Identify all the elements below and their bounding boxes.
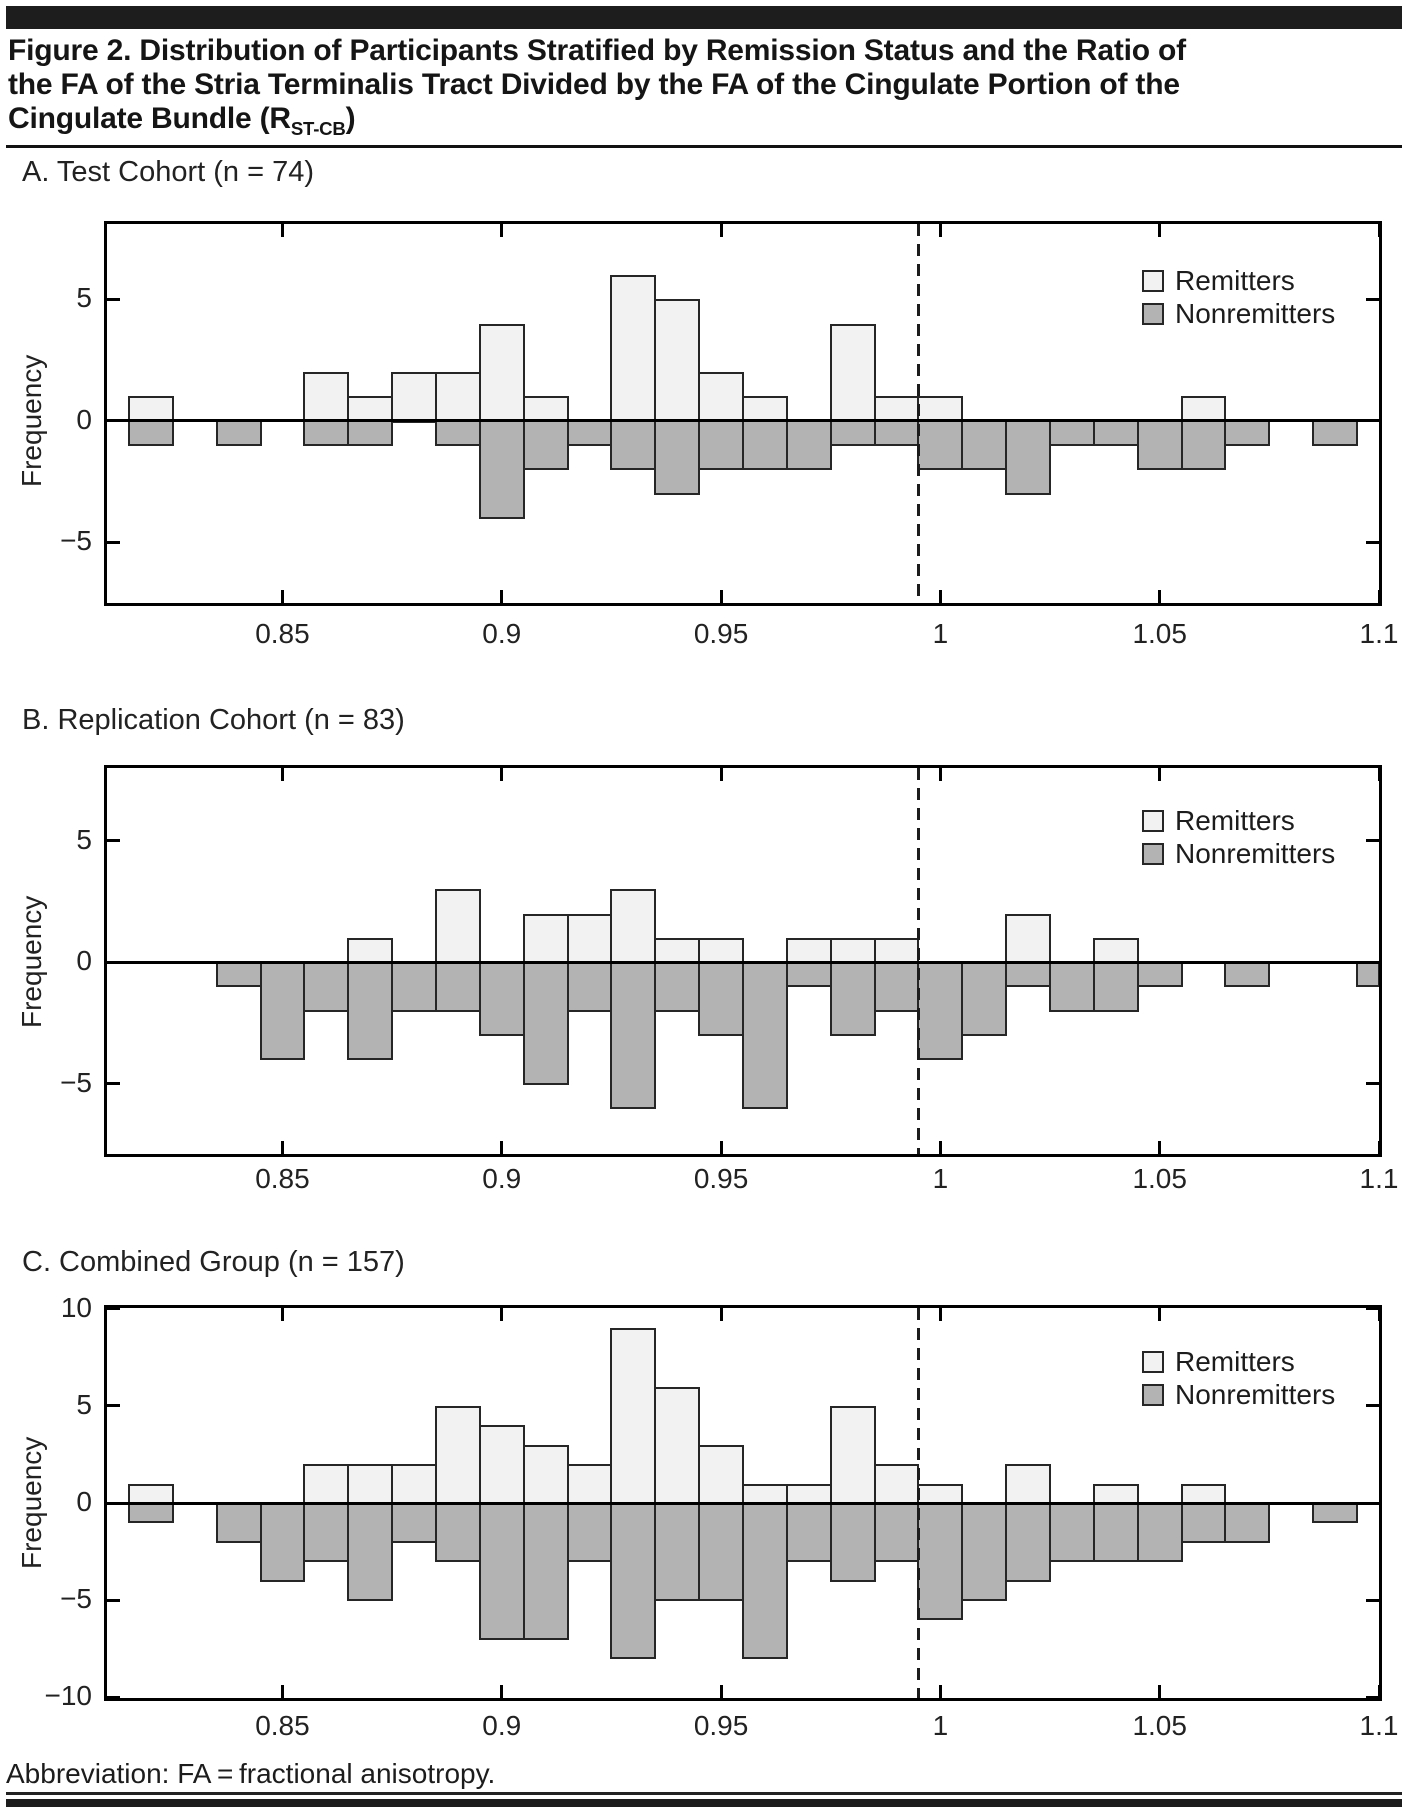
panel-c-y-tick-left — [107, 1696, 120, 1699]
panel-a-y-tick-right — [1366, 298, 1379, 301]
panel-c-y-tick-right — [1366, 1502, 1379, 1505]
panel-c-x-tick-label: 0.9 — [482, 1710, 522, 1741]
panel-a-x-tick-label: 1 — [932, 618, 949, 649]
panel-b-x-tick-top — [1378, 768, 1381, 781]
panel-a-y-tick-label: 0 — [76, 403, 92, 435]
panel-c-x-tick-bottom — [1158, 1685, 1161, 1698]
panel-a-y-tick-left — [107, 298, 120, 301]
panel-a-x-tick-label: 0.95 — [693, 618, 749, 649]
panel-a-plot-frame — [104, 221, 1382, 606]
legend-label-remitters: Remitters — [1175, 1345, 1295, 1377]
panel-b-x-tick-label: 1 — [932, 1163, 949, 1194]
panel-c-x-tick-top — [281, 1308, 284, 1321]
legend-label-nonremitters: Nonremitters — [1175, 837, 1336, 869]
panel-a-y-axis-label: Frequency — [16, 354, 47, 487]
panel-a-y-tick-left — [107, 419, 120, 422]
figure-title-subscript: ST-CB — [290, 118, 346, 139]
figure-title-line3-post: ) — [345, 102, 356, 135]
panel-a-title: A. Test Cohort (n = 74) — [22, 156, 315, 188]
footer-rule — [6, 1792, 1402, 1795]
panel-c-dashed-threshold-line — [917, 1308, 920, 1698]
panel-b-x-tick-label: 0.85 — [255, 1163, 310, 1194]
panel-b-y-tick-left — [107, 961, 120, 964]
panel-a-x-tick-bottom — [1378, 590, 1381, 603]
panel-a-y-tick-right — [1366, 541, 1379, 544]
panel-b-title: B. Replication Cohort (n = 83) — [22, 704, 405, 736]
panel-b-y-tick-label: 0 — [76, 945, 92, 977]
panel-b-x-tick-top — [500, 768, 503, 781]
panel-c-x-tick-bottom — [281, 1685, 284, 1698]
panel-b-zero-axis-line — [107, 961, 1379, 964]
panel-a-y-tick-left — [107, 541, 120, 544]
panel-c-x-tick-label: 0.95 — [693, 1710, 749, 1741]
panel-a-x-tick-bottom — [720, 590, 723, 603]
panel-c-x-tick-bottom — [720, 1685, 723, 1698]
panel-a-x-tick-label: 0.9 — [482, 618, 522, 649]
panel-c-x-tick-label: 1.05 — [1132, 1710, 1187, 1741]
abbreviation-note: Abbreviation: FA = fractional anisotropy. — [6, 1758, 496, 1789]
panel-b-y-tick-right — [1366, 839, 1379, 842]
panel-c-y-tick-label: 0 — [76, 1486, 92, 1517]
panel-c-y-tick-left — [107, 1599, 120, 1602]
panel-a-x-tick-top — [939, 224, 942, 237]
legend-label-nonremitters: Nonremitters — [1175, 1378, 1336, 1410]
panel-c-y-tick-right — [1366, 1696, 1379, 1699]
panel-c-zero-axis-line — [107, 1502, 1379, 1505]
panel-c-x-tick-top — [1158, 1308, 1161, 1321]
panel-a-y-tick-label: −5 — [60, 525, 92, 557]
panel-c-x-tick-top — [720, 1308, 723, 1321]
panel-c-y-tick-right — [1366, 1404, 1379, 1407]
legend-label-remitters: Remitters — [1175, 804, 1295, 836]
figure-title-line2: the FA of the Stria Terminalis Tract Divided by the FA of the Cingulate Portion of the — [8, 68, 1180, 101]
panel-a-x-tick-bottom — [500, 590, 503, 603]
panel-c-y-tick-right — [1366, 1307, 1379, 1310]
panel-c-x-tick-label: 0.85 — [255, 1710, 310, 1741]
panel-a-x-tick-label: 1.05 — [1132, 618, 1187, 649]
panel-a-x-tick-top — [1378, 224, 1381, 237]
panel-c-y-tick-left — [107, 1404, 120, 1407]
panel-c-y-tick-left — [107, 1502, 120, 1505]
panel-b-y-tick-left — [107, 1082, 120, 1085]
panel-b-x-tick-label: 1.1 — [1359, 1163, 1399, 1194]
panel-c-y-tick-label: −10 — [44, 1680, 92, 1712]
panel-b-x-tick-top — [1158, 768, 1161, 781]
panel-b-x-tick-top — [281, 768, 284, 781]
panel-b-x-tick-bottom — [281, 1141, 284, 1154]
panel-b-x-tick-label: 1.05 — [1132, 1163, 1187, 1194]
panel-b-x-tick-bottom — [500, 1141, 503, 1154]
panel-b-y-tick-right — [1366, 961, 1379, 964]
panel-a-x-tick-bottom — [1158, 590, 1161, 603]
figure-title-line3-pre: Cingulate Bundle (R — [8, 102, 291, 135]
bottom-rule-bar — [6, 1799, 1402, 1807]
panel-b-y-tick-label: 5 — [76, 823, 92, 855]
figure-title-line1: Figure 2. Distribution of Participants Stratified by Remission Status and the Ratio of — [8, 34, 1186, 67]
panel-a-x-tick-top — [500, 224, 503, 237]
panel-b-y-tick-left — [107, 839, 120, 842]
panel-a-x-tick-top — [720, 224, 723, 237]
panel-b-x-tick-top — [720, 768, 723, 781]
panel-c-x-tick-label: 1 — [932, 1710, 949, 1741]
panel-c-y-axis-label: Frequency — [16, 1436, 47, 1570]
panel-c-x-tick-bottom — [939, 1685, 942, 1698]
panel-c-x-tick-top — [500, 1308, 503, 1321]
panel-b-y-axis-label: Frequency — [16, 896, 47, 1029]
panel-b-x-tick-top — [939, 768, 942, 781]
panel-a-dashed-threshold-line — [917, 224, 920, 603]
panel-b-x-tick-bottom — [939, 1141, 942, 1154]
panel-b-x-tick-label: 0.95 — [693, 1163, 749, 1194]
panel-c-x-tick-top — [939, 1308, 942, 1321]
panel-a-x-tick-label: 0.85 — [255, 618, 310, 649]
panel-a-x-tick-bottom — [939, 590, 942, 603]
panel-c-y-tick-label: 5 — [76, 1388, 92, 1420]
panel-c-y-tick-label: −5 — [60, 1583, 92, 1614]
panel-a-x-tick-bottom — [281, 590, 284, 603]
panel-c-title: C. Combined Group (n = 157) — [22, 1246, 405, 1278]
panel-b-y-tick-label: −5 — [60, 1066, 92, 1098]
panel-c-y-tick-right — [1366, 1599, 1379, 1602]
panel-a-zero-axis-line — [107, 419, 1379, 422]
panel-a-x-tick-top — [1158, 224, 1161, 237]
panel-c-y-tick-left — [107, 1307, 120, 1310]
panel-b-dashed-threshold-line — [917, 768, 920, 1154]
panel-a-y-tick-right — [1366, 419, 1379, 422]
panel-a-x-tick-top — [281, 224, 284, 237]
panel-a-y-tick-label: 5 — [76, 282, 92, 314]
panel-b-x-tick-bottom — [720, 1141, 723, 1154]
panel-c-y-tick-label: 10 — [60, 1291, 92, 1323]
panel-b-x-tick-bottom — [1378, 1141, 1381, 1154]
panel-b-x-tick-label: 0.9 — [482, 1163, 522, 1194]
panel-b-x-tick-bottom — [1158, 1141, 1161, 1154]
panel-a-x-tick-label: 1.1 — [1359, 618, 1399, 649]
legend-label-nonremitters: Nonremitters — [1175, 297, 1336, 329]
panel-c-x-tick-label: 1.1 — [1359, 1710, 1399, 1741]
panel-c-x-tick-bottom — [500, 1685, 503, 1698]
legend-label-remitters: Remitters — [1175, 264, 1295, 296]
panel-b-y-tick-right — [1366, 1082, 1379, 1085]
